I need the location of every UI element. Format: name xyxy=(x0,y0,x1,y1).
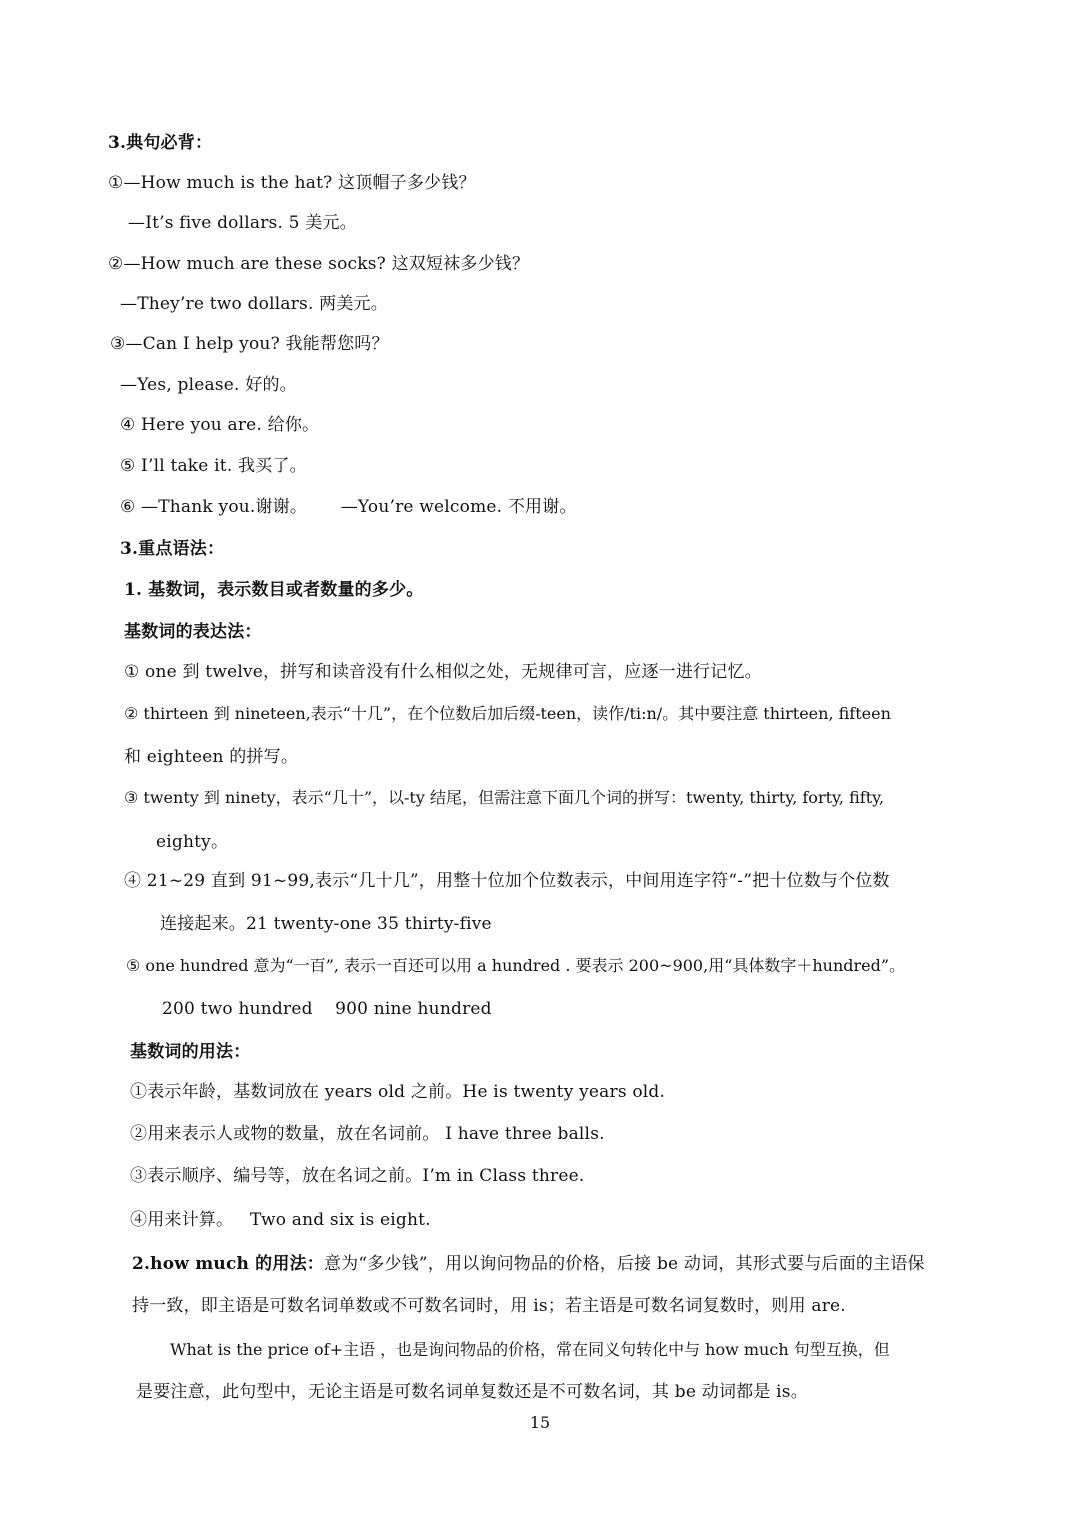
grammar-line: eighty。 xyxy=(156,832,229,852)
sentence-line: ①—How much is the hat? 这顶帽子多少钱？ xyxy=(108,173,476,193)
grammar-line: ⑤ one hundred 意为“一百”, 表示一百还可以用 a hundred . 要表示 200~900,用“具体数字＋hundred”。 xyxy=(126,956,906,975)
grammar-line: 200 two hundred 900 nine hundred xyxy=(162,999,492,1019)
usage-line: ④用来计算。 Two and six is eight. xyxy=(130,1210,431,1230)
howmuch-paragraph-line xyxy=(132,1252,925,1276)
sentence-line: ③—Can I help you? 我能帮您吗？ xyxy=(110,334,389,354)
sentence-line: —Yes, please. 好的。 xyxy=(120,375,297,395)
grammar-line: 连接起来。21 twenty-one 35 thirty-five xyxy=(160,914,492,934)
price-paragraph-line: What is the price of+主语 ，也是询问物品的价格，常在同义句转化中与 how much 句型互换，但 xyxy=(170,1340,890,1359)
subheading-usage: 基数词的用法： xyxy=(130,1042,251,1062)
page-number: 15 xyxy=(529,1413,551,1432)
usage-line: ①表示年龄，基数词放在 years old 之前。He is twenty years old. xyxy=(130,1082,666,1102)
grammar-line: 和 eighteen 的拼写。 xyxy=(124,747,299,767)
sentence-line: —It’s five dollars. 5 美元。 xyxy=(128,213,357,233)
subheading-expression: 基数词的表达法： xyxy=(124,622,262,642)
howmuch-paragraph-line: 持一致，即主语是可数名词单数或不可数名词时，用 is；若主语是可数名词复数时，则用 are. xyxy=(132,1296,846,1316)
sentence-line: ⑥ —Thank you.谢谢。 —You’re welcome. 不用谢。 xyxy=(120,497,577,517)
grammar-line: ③ twenty 到 ninety，表示“几十”，以-ty 结尾，但需注意下面几个词的拼写：twenty, thirty, forty, fifty, xyxy=(124,788,885,807)
grammar-line: ② thirteen 到 nineteen,表示“十几”，在个位数后加后缀-teen，读作/ti:n/。其中要注意 thirteen, fifteen xyxy=(124,704,891,723)
sentence-line: ⑤ I’ll take it. 我买了。 xyxy=(120,456,307,476)
section-heading-grammar: 3.重点语法： xyxy=(120,539,225,559)
sentence-line: —They’re two dollars. 两美元。 xyxy=(120,294,388,314)
sentence-line: ④ Here you are. 给你。 xyxy=(120,415,320,435)
price-paragraph-line: 是要注意，此句型中，无论主语是可数名词单复数还是不可数名词，其 be 动词都是 is。 xyxy=(136,1382,808,1402)
howmuch-heading: 2.how much 的用法： xyxy=(132,1254,324,1274)
sentence-line: ②—How much are these socks? 这双短袜多少钱？ xyxy=(108,254,530,274)
usage-line: ③表示顺序、编号等，放在名词之前。I’m in Class three. xyxy=(130,1166,585,1186)
section-heading-key-sentences: 3.典句必背： xyxy=(108,133,213,153)
grammar-item-title: 1. 基数词，表示数目或者数量的多少。 xyxy=(124,580,424,600)
grammar-line: ① one 到 twelve，拼写和读音没有什么相似之处，无规律可言，应逐一进行记忆。 xyxy=(124,662,762,682)
usage-line: ②用来表示人或物的数量，放在名词前。 I have three balls. xyxy=(130,1124,605,1144)
grammar-line: ④ 21~29 直到 91~99,表示“几十几”，用整十位加个位数表示，中间用连字符“-”把十位数与个位数 xyxy=(124,871,890,891)
howmuch-text: 意为“多少钱”，用以询问物品的价格，后接 be 动词，其形式要与后面的主语保 xyxy=(323,1254,925,1274)
